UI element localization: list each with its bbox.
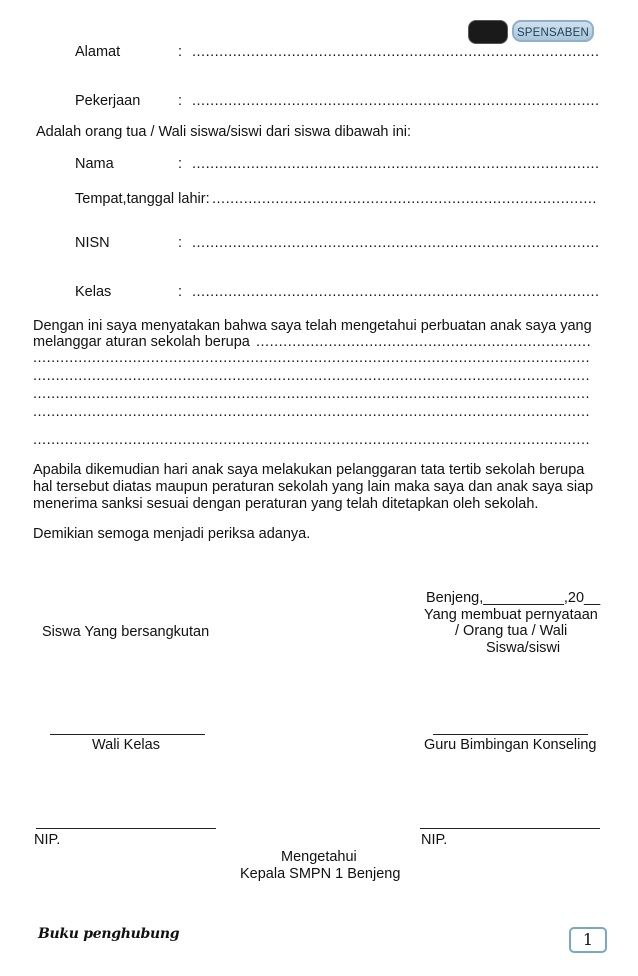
intro-text: Adalah orang tua / Wali siswa/siswi dari siswa dibawah ini:: [36, 124, 412, 140]
maker-line-2: / Orang tua / Wali: [455, 623, 568, 639]
brand-badge: SPENSABEN: [512, 20, 594, 42]
fill-line-pekerjaan: [192, 93, 598, 111]
consequence-line-1: Apabila dikemudian hari anak saya melakukan pelanggaran tata tertib sekolah berupa: [33, 462, 585, 478]
fill-line-ttl: [212, 191, 598, 209]
colon: :: [178, 44, 183, 60]
consequence-line-3: menerima sanksi sesuai dengan peraturan yang telah ditetapkan oleh sekolah.: [33, 496, 539, 512]
signature-line-right: [420, 828, 600, 829]
maker-line-3: Siswa/siswi: [486, 640, 561, 656]
fill-line-nisn: [192, 235, 598, 253]
statement-line-1: Dengan ini saya menyatakan bahwa saya telah mengetahui perbuatan anak saya yang: [33, 318, 592, 334]
acknowledge-label: Mengetahui: [281, 849, 357, 865]
fill-line-nama: [192, 156, 598, 174]
signature-line-left: [36, 828, 216, 829]
field-label-ttl: Tempat,tanggal lahir:: [75, 191, 210, 207]
fill-line-alamat: [192, 44, 598, 62]
page-number: 1: [569, 927, 607, 953]
student-signature-label: Siswa Yang bersangkutan: [42, 624, 210, 640]
colon: :: [178, 235, 183, 251]
guru-bk-label: Guru Bimbingan Konseling: [424, 737, 597, 753]
principal-label: Kepala SMPN 1 Benjeng: [240, 866, 401, 882]
maker-line-1: Yang membuat pernyataan: [424, 607, 598, 623]
field-label-pekerjaan: Pekerjaan: [75, 93, 141, 109]
colon: :: [178, 156, 183, 172]
field-label-kelas: Kelas: [75, 284, 112, 300]
colon: :: [178, 93, 183, 109]
fill-line-violation: [33, 404, 591, 422]
statement-line-2: melanggar aturan sekolah berupa: [33, 334, 250, 350]
wali-kelas-label: Wali Kelas: [92, 737, 160, 753]
nip-right: NIP.: [421, 832, 448, 848]
fill-line-violation: [33, 386, 591, 404]
field-label-alamat: Alamat: [75, 44, 121, 60]
header-dark-badge: [468, 20, 508, 44]
field-label-nama: Nama: [75, 156, 114, 172]
consequence-line-2: hal tersebut diatas maupun peraturan sekolah yang lain maka saya dan anak saya siap: [33, 479, 594, 495]
closing-text: Demikian semoga menjadi periksa adanya.: [33, 526, 311, 542]
fill-line-violation: [33, 432, 591, 450]
signature-line-guru-bk: [433, 734, 588, 735]
footer-book-title: Buku penghubung: [38, 926, 180, 942]
fill-line-kelas: [192, 284, 598, 302]
field-label-nisn: NISN: [75, 235, 110, 251]
nip-left: NIP.: [34, 832, 61, 848]
signature-line-wali-kelas: [50, 734, 205, 735]
date-line: Benjeng,__________,20__: [426, 590, 601, 606]
fill-line-violation: [33, 368, 591, 386]
fill-line-violation: [33, 350, 591, 368]
colon: :: [178, 284, 183, 300]
